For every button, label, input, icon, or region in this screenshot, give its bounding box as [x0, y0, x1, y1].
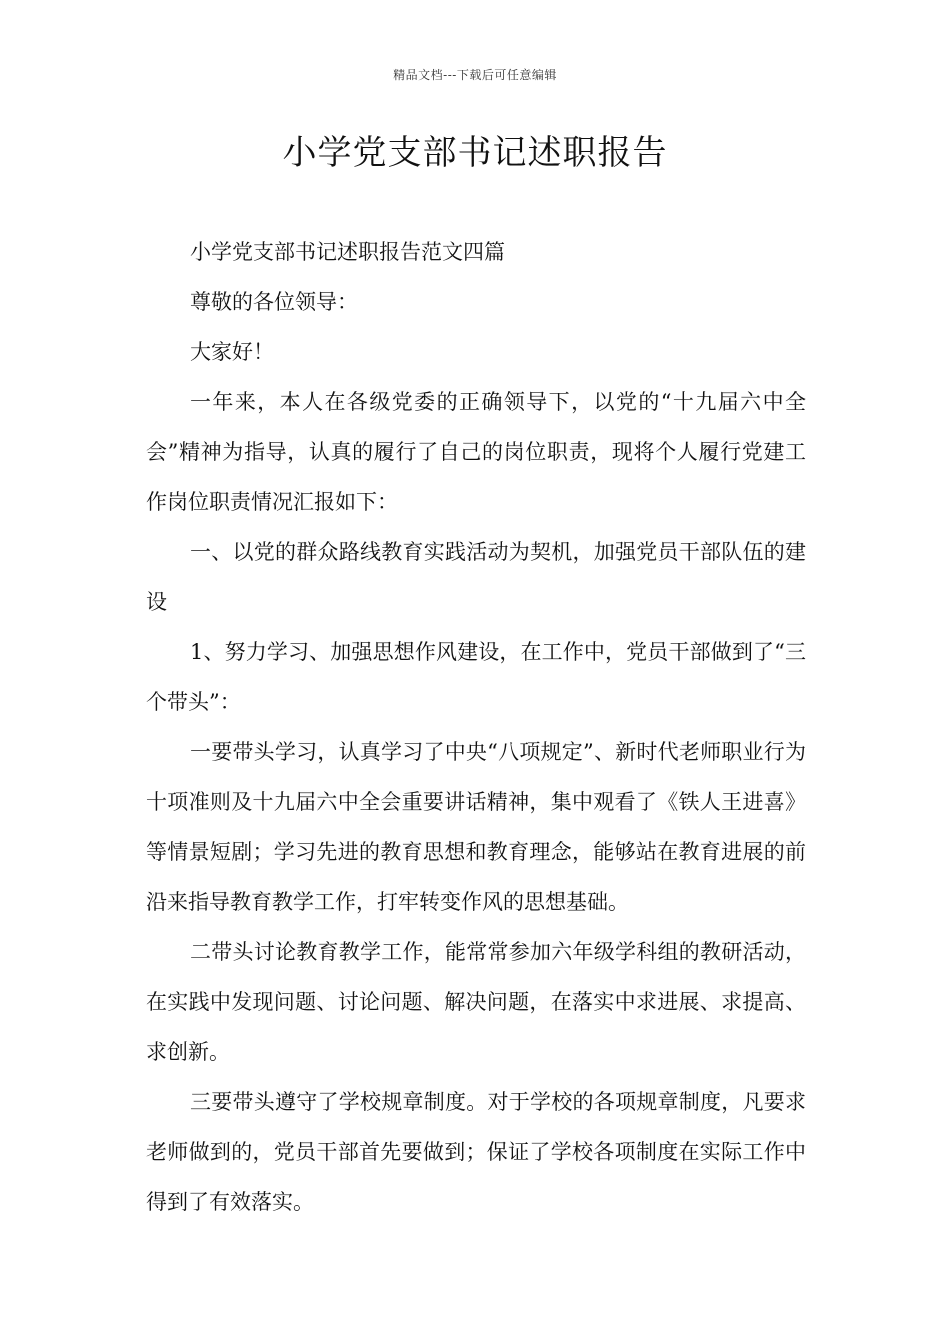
- paragraph-item-2: 二带头讨论教育教学工作，能常常参加六年级学科组的教研活动，在实践中发现问题、讨论问题、解决问题，在落实中求进展、求提高、求创新。: [146, 940, 806, 1064]
- paragraph-subsection-heading: 1、努力学习、加强思想作风建设，在工作中，党员干部做到了“三个带头”：: [146, 640, 806, 714]
- document-body: [146, 227, 806, 1227]
- paragraph-item-3: 三要带头遵守了学校规章制度。对于学校的各项规章制度，凡要求老师做到的，党员干部首先要做到；保证了学校各项制度在实际工作中得到了有效落实。: [146, 1090, 806, 1214]
- paragraph-intro: 一年来，本人在各级党委的正确领导下，以党的“十九届六中全会”精神为指导，认真的履行了自己的岗位职责，现将个人履行党建工作岗位职责情况汇报如下：: [146, 390, 806, 514]
- document-title: 小学党支部书记述职报告: [282, 133, 668, 173]
- paragraph-greeting: 大家好！: [190, 340, 274, 364]
- page-header-note: 精品文档---下载后可任意编辑: [393, 68, 557, 82]
- paragraph-salutation: 尊敬的各位领导：: [190, 290, 358, 314]
- paragraph-subtitle: 小学党支部书记述职报告范文四篇: [190, 240, 505, 264]
- paragraph-section-heading: 一、以党的群众路线教育实践活动为契机，加强党员干部队伍的建设: [146, 540, 806, 614]
- paragraph-item-1: 一要带头学习，认真学习了中央“八项规定”、新时代老师职业行为十项准则及十九届六中全会重要讲话精神，集中观看了《铁人王进喜》等情景短剧；学习先进的教育思想和教育理念，能够站在教育进展的前沿来指导教育教学工作，打牢转变作风的思想基础。: [146, 740, 806, 914]
